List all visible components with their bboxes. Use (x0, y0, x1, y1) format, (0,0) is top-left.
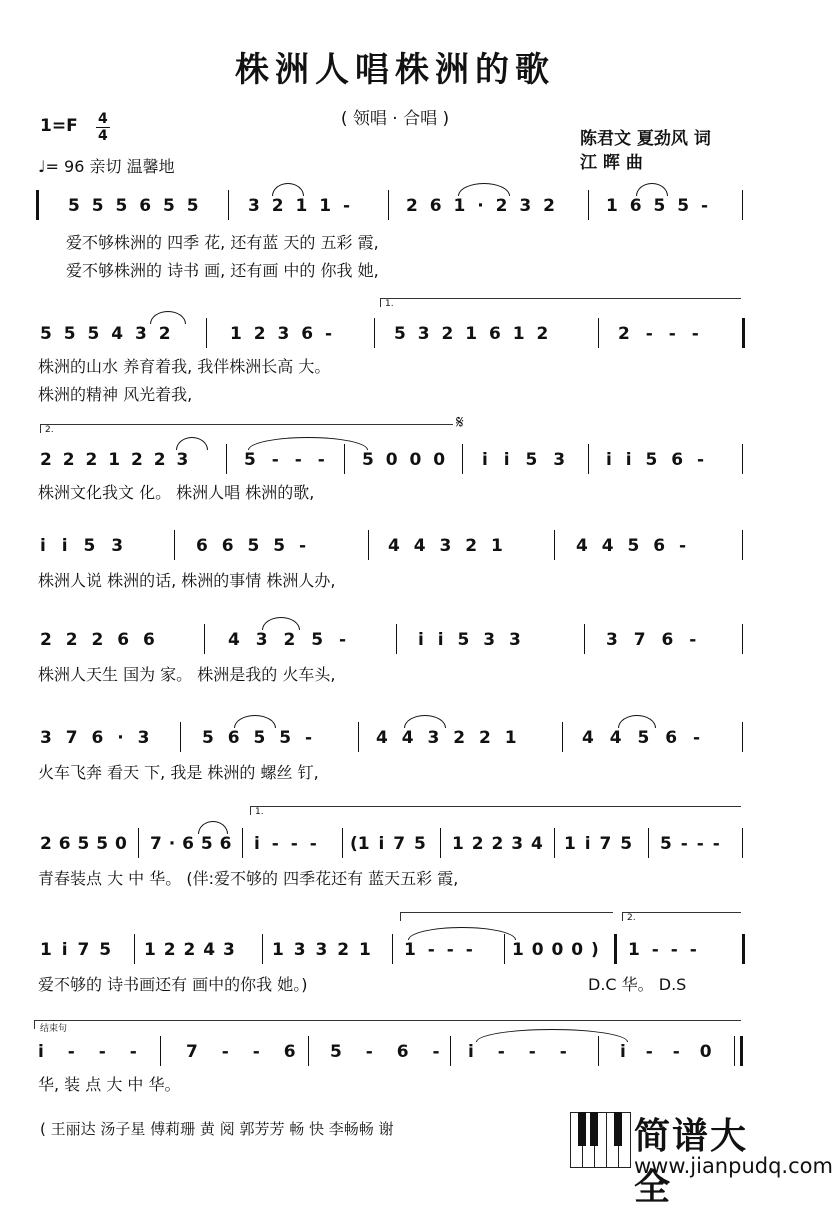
measure-notes: i i 5 3 (482, 450, 566, 470)
repeat-end-barline (742, 934, 745, 964)
barline (204, 624, 205, 654)
measure-notes: 1 6 5 5 - (606, 196, 709, 216)
measure-notes: i - - - (38, 1042, 137, 1062)
slur-mark (262, 617, 300, 630)
tie-mark (476, 1029, 628, 1042)
slur-mark (636, 183, 668, 196)
slur-mark (272, 183, 304, 196)
barline (562, 722, 563, 752)
barline (174, 530, 175, 560)
lyric-line: 株洲人说 株洲的话, 株洲的事情 株洲人办, (38, 571, 336, 590)
lyric-line: 株洲人天生 国为 家。 株洲是我的 火车头, (38, 665, 336, 684)
slur-mark (458, 183, 510, 196)
slur-mark (618, 715, 656, 728)
barline (388, 190, 389, 220)
coda-bracket (34, 1020, 741, 1029)
composer-credit: 江 晖 曲 (580, 153, 643, 173)
first-ending-bracket (380, 298, 741, 307)
barline (180, 722, 181, 752)
key-signature: 1=F (40, 116, 78, 136)
ending-label: 结束句 (40, 1024, 68, 1034)
measure-notes: 4 4 5 6 - (582, 728, 701, 748)
barline (598, 1036, 599, 1066)
measure-notes: 5 - 6 - (330, 1042, 440, 1062)
barline (440, 828, 441, 858)
measure-notes: 7 · 6 5 6 (150, 834, 232, 854)
barline (134, 934, 135, 964)
measure-notes: 1 i 7 5 (564, 834, 633, 854)
measure-notes: (1 i 7 5 (350, 834, 426, 854)
barline (504, 934, 505, 964)
repeat-end-barline (614, 934, 617, 964)
measure-notes: 2 2 2 6 6 (40, 630, 155, 650)
volta-number: 1. (255, 807, 264, 817)
barline (584, 624, 585, 654)
volta-number: 1. (385, 299, 394, 309)
lyric-line: 株洲的精神 风光着我, (38, 385, 193, 404)
second-ending-bracket (622, 912, 741, 921)
measure-notes: 1 - - - (404, 940, 473, 960)
measure-notes: 7 - - 6 (186, 1042, 296, 1062)
site-logo[interactable] (570, 1108, 833, 1208)
first-ending-bracket (250, 806, 741, 815)
barline (554, 530, 555, 560)
slur-mark (234, 715, 276, 728)
measure-notes: 6 6 5 5 - (196, 536, 307, 556)
measure-notes: 5 5 5 4 3 2 (40, 324, 171, 344)
measure-notes: 3 2 1 1 - (248, 196, 351, 216)
measure-notes: 1 3 3 2 1 (272, 940, 371, 960)
barline (206, 318, 207, 348)
lyric-line: 株洲的山水 养育着我, 我伴株洲长高 大。 (38, 357, 331, 376)
barline (358, 722, 359, 752)
measure-notes: 4 4 3 2 2 1 (376, 728, 517, 748)
barline (450, 1036, 451, 1066)
measure-notes: 2 6 5 5 0 (40, 834, 127, 854)
barline (742, 190, 743, 220)
lyric-line: 火车飞奔 看天 下, 我是 株洲的 螺丝 钉, (38, 763, 319, 782)
barline (160, 1036, 161, 1066)
lyric-line: 爱不够株洲的 诗书 画, 还有画 中的 你我 她, (66, 261, 379, 280)
lyric-line: 华, 装 点 大 中 华。 (38, 1075, 181, 1094)
tie-mark (248, 437, 368, 450)
measure-notes: i - - - (468, 1042, 567, 1062)
barline (742, 828, 743, 858)
measure-notes: 5 6 5 5 - (202, 728, 313, 748)
measure-notes: 4 4 5 6 - (576, 536, 687, 556)
barline (598, 318, 599, 348)
repeat-start-barline (36, 190, 39, 220)
measure-notes: 1 0 0 0 ) (512, 940, 599, 960)
meter-top: 4 (98, 111, 108, 127)
measure-notes: 1 2 2 4 3 (144, 940, 235, 960)
barline (396, 624, 397, 654)
measure-notes: 2 6 1 · 2 3 2 (406, 196, 555, 216)
barline (734, 1036, 735, 1066)
barline (374, 318, 375, 348)
measure-notes: 3 7 6 - (606, 630, 697, 650)
navigation-marks: D.C 华。 D.S (588, 975, 687, 994)
barline (742, 444, 743, 474)
logo-text: 简谱大全 (634, 1116, 749, 1208)
lyric-line: 爱不够的 诗书画还有 画中的你我 她。) (38, 975, 308, 994)
barline (342, 828, 343, 858)
measure-notes: 1 - - - (628, 940, 697, 960)
slur-mark (198, 821, 228, 834)
song-subtitle: ( 领唱 · 合唱 ) (340, 109, 450, 129)
measure-notes: 2 - - - (618, 324, 699, 344)
measure-notes: i i 5 3 3 (418, 630, 521, 650)
tempo-marking: ♩= 96 亲切 温馨地 (38, 157, 175, 176)
measure-notes: 5 3 2 1 6 1 2 (394, 324, 549, 344)
measure-notes: 1 2 2 3 4 (452, 834, 543, 854)
segno-sign: 𝄋 (456, 412, 464, 433)
second-ending-bracket (40, 424, 453, 433)
volta-number: 2. (627, 913, 636, 923)
logo-url: www.jianpudq.com (634, 1154, 833, 1178)
measure-notes: 5 - - - (660, 834, 720, 854)
ending-bracket (400, 912, 613, 921)
measure-notes: 3 7 6 · 3 (40, 728, 150, 748)
time-signature (96, 111, 110, 144)
barline (226, 444, 227, 474)
barline (368, 530, 369, 560)
barline (742, 530, 743, 560)
slur-mark (176, 437, 208, 450)
barline (308, 1036, 309, 1066)
barline (742, 624, 743, 654)
barline (588, 190, 589, 220)
measure-notes: i i 5 6 - (606, 450, 705, 470)
measure-notes: 4 3 2 5 - (228, 630, 347, 650)
song-title: 株洲人唱株洲的歌 (235, 50, 555, 90)
measure-notes: i - - 0 (620, 1042, 712, 1062)
performers-credit: ( 王丽达 汤子星 傅莉珊 黄 阅 郭芳芳 畅 快 李畅畅 谢 (40, 1120, 394, 1138)
measure-notes: 5 5 5 6 5 5 (68, 196, 199, 216)
barline (138, 828, 139, 858)
final-barline (740, 1036, 743, 1066)
barline (554, 828, 555, 858)
lyric-line: 爱不够株洲的 四季 花, 还有蓝 天的 五彩 霞, (66, 233, 379, 252)
barline (462, 444, 463, 474)
barline (742, 722, 743, 752)
barline (242, 828, 243, 858)
barline (588, 444, 589, 474)
barline (262, 934, 263, 964)
volta-number: 2. (45, 425, 54, 435)
barline (648, 828, 649, 858)
measure-notes: 5 - - - (244, 450, 325, 470)
slur-mark (150, 311, 186, 324)
lyric-line: 株洲文化我文 化。 株洲人唱 株洲的歌, (38, 483, 315, 502)
repeat-end-barline (742, 318, 745, 348)
measure-notes: 5 0 0 0 (362, 450, 446, 470)
measure-notes: i i 5 3 (40, 536, 124, 556)
barline (344, 444, 345, 474)
lyric-line: 青春装点 大 中 华。 (伴:爱不够的 四季花还有 蓝天五彩 霞, (38, 869, 459, 888)
barline (228, 190, 229, 220)
measure-notes: 1 2 3 6 - (230, 324, 333, 344)
meter-bottom: 4 (98, 128, 108, 144)
measure-notes: 2 2 2 1 2 2 3 (40, 450, 189, 470)
measure-notes: i - - - (254, 834, 317, 854)
measure-notes: 1 i 7 5 (40, 940, 112, 960)
lyricist-credit: 陈君文 夏劲风 词 (580, 129, 711, 149)
barline (392, 934, 393, 964)
measure-notes: 4 4 3 2 1 (388, 536, 503, 556)
piano-keys-icon (570, 1112, 630, 1168)
tie-mark (408, 927, 516, 940)
slur-mark (404, 715, 446, 728)
